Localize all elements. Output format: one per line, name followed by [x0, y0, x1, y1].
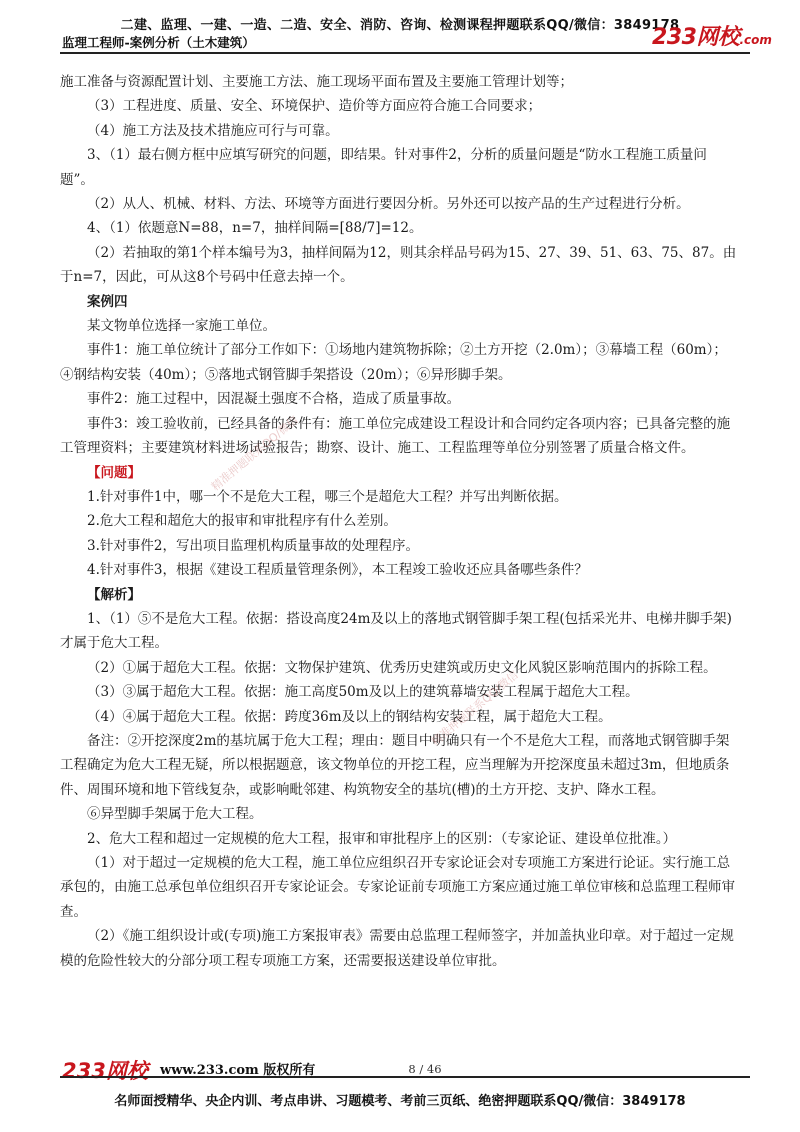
paragraph: 某文物单位选择一家施工单位。	[87, 318, 276, 335]
question-item: 3.针对事件2，写出项目监理机构质量事故的处理程序。	[87, 537, 419, 554]
watermark: 精准押题联系QQ/微信	[208, 413, 301, 494]
answer-paragraph: ⑥异型脚手架属于危大工程。	[87, 806, 263, 823]
paragraph: 施工准备与资源配置计划、主要施工方法、施工现场平面布置及主要施工管理计划等；	[60, 74, 573, 90]
watermark: 精准押题联系QQ/微信	[428, 668, 521, 749]
paragraph: （2）若抽取的第1个样本编号为3，抽样间隔为12，则其余样品号码为15、27、39、51、63、75、87。由于n=7，因此，可从这8个号码中任意去掉一个。	[60, 244, 737, 286]
document-body	[60, 70, 740, 973]
paragraph: （4）施工方法及技术措施应可行与可靠。	[87, 122, 339, 139]
brand-logo-tld: .com	[739, 33, 772, 47]
event-paragraph: 事件3：竣工验收前，已经具备的条件有：施工单位完成建设工程设计和合同约定各项内容；已具备完整的施工管理资料；主要建筑材料进场试验报告；勘察、设计、施工、工程监理等单位分别签署了质量合格文件。	[60, 415, 731, 457]
header-divider	[60, 52, 750, 54]
event-paragraph: 事件1：施工单位统计了部分工作如下：①场地内建筑物拆除；②土方开挖（2.0m）；③幕墙工程（60m）；④钢结构安装（40m）；⑤落地式钢管脚手架搭设（20m）；⑥异形脚手架。	[60, 342, 727, 383]
analysis-heading: 【解析】	[87, 586, 141, 603]
footer-promo-line: 名师面授精华、央企内训、考点串讲、习题模考、考前三页纸、绝密押题联系QQ/微信：3849178	[114, 1094, 686, 1109]
copyright-notice: www.233.com 版权所有	[160, 1063, 316, 1078]
brand-logo-text: 233网校	[652, 25, 740, 50]
page-number: 8 / 46	[408, 1062, 442, 1076]
header-promo-line: 二建、监理、一建、一造、二造、安全、消防、咨询、检测课程押题联系QQ/微信：3849178	[120, 18, 680, 33]
paragraph: （2）从人、机械、材料、方法、环境等方面进行要因分析。另外还可以按产品的生产过程进行分析。	[87, 196, 690, 213]
document-subject: 监理工程师-案例分析（土木建筑）	[62, 35, 255, 50]
footer-divider	[60, 1076, 750, 1078]
paragraph: （3）工程进度、质量、安全、环境保护、造价等方面应符合施工合同要求；	[87, 98, 542, 115]
question-item: 1.针对事件1中，哪一个不是危大工程，哪三个是超危大工程？并写出判断依据。	[87, 488, 568, 505]
event-paragraph: 事件2：施工过程中，因混凝土强度不合格，造成了质量事故。	[87, 391, 461, 408]
answer-paragraph: （3）③属于超危大工程。依据：施工高度50m及以上的建筑幕墙安装工程属于超危大工程。	[87, 684, 639, 701]
answer-paragraph: 备注：②开挖深度2m的基坑属于危大工程；理由：题目中明确只有一个不是危大工程，而落地式钢管脚手架工程确定为危大工程无疑，所以根据题意，该文物单位的开挖工程，应当理解为开挖深度虽未超过3m，但地质条件、周围环境和地下管线复杂，或影响毗邻建、构筑物安全的基坑(槽)的土方开挖、支护、降水工程。	[60, 732, 730, 798]
paragraph: 3、（1）最右侧方框中应填写研究的问题，即结果。针对事件2，分析的质量问题是“防水工程施工质量问题”。	[60, 147, 707, 188]
question-item: 4.针对事件3，根据《建设工程质量管理条例》，本工程竣工验收还应具备哪些条件？	[87, 562, 588, 579]
case-title: 案例四	[87, 293, 128, 310]
brand-logo	[652, 20, 772, 51]
paragraph: 4、（1）依题意N=88，n=7，抽样间隔=[88/7]=12。	[87, 220, 423, 237]
answer-paragraph: （1）对于超过一定规模的危大工程，施工单位应组织召开专家论证会对专项施工方案进行论证。实行施工总承包的，由施工总承包单位组织召开专家论证会。专家论证前专项施工方案应通过施工单位审核和总监理工程师审查。	[60, 855, 735, 920]
answer-paragraph: （4）④属于超危大工程。依据：跨度36m及以上的钢结构安装工程，属于超危大工程。	[87, 708, 612, 725]
questions-heading: 【问题】	[87, 464, 141, 481]
question-item: 2.危大工程和超危大的报审和审批程序有什么差别。	[87, 513, 397, 530]
answer-paragraph: 1、（1）⑤不是危大工程。依据：搭设高度24m及以上的落地式钢管脚手架工程(包括采光井、电梯井脚手架)才属于危大工程。	[60, 610, 732, 652]
answer-paragraph: 2、危大工程和超过一定规模的危大工程，报审和审批程序上的区别：（专家论证、建设单位批准。）	[87, 830, 677, 847]
answer-paragraph: （2）①属于超危大工程。依据：文物保护建筑、优秀历史建筑或历史文化风貌区影响范围内的拆除工程。	[87, 659, 717, 676]
footer-brand-logo: 233网校	[62, 1059, 148, 1083]
answer-paragraph: （2）《施工组织设计或(专项)施工方案报审表》需要由总监理工程师签字，并加盖执业印章。对于超过一定规模的危险性较大的分部分项工程专项施工方案，还需要报送建设单位审批。	[60, 928, 734, 969]
